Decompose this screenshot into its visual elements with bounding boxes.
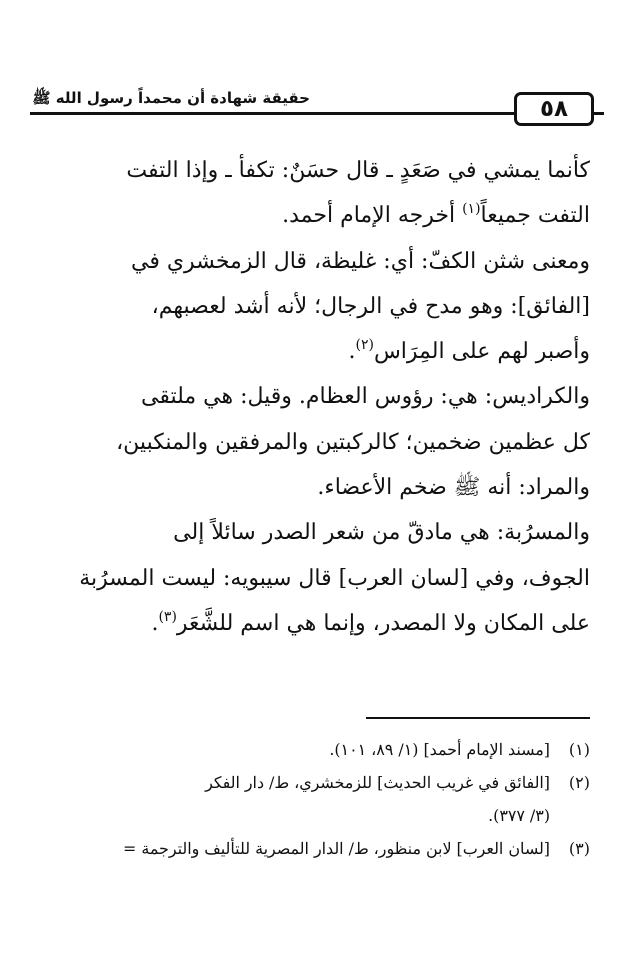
line-text: .	[151, 610, 159, 636]
line-text: الجوف، وفي [لسان العرب] قال سيبويه: ليست المسرُبة	[79, 565, 590, 591]
footnote-text: [مسند الإمام أحمد] (١/ ٨٩، ١٠١).	[329, 740, 550, 759]
footnotes	[34, 733, 590, 865]
text-line	[34, 374, 590, 419]
text-line	[34, 193, 590, 238]
footnote-marker[interactable]: (١)	[462, 201, 481, 218]
footnote-number: (١)	[568, 740, 590, 759]
footnote-text: [الفائق في غريب الحديث] للزمخشري، ط/ دار الفكر	[205, 773, 550, 792]
footnote	[34, 832, 590, 865]
line-text: [الفائق]: وهو مدح في الرجال؛ لأنه أشد لعصبهم،	[151, 293, 590, 319]
line-text: وأصبر لهم على المِرَاس	[373, 339, 590, 365]
footnote-text: [لسان العرب] لابن منظور، ط/ الدار المصرية للتأليف والترجمة =	[123, 839, 550, 858]
footnote-marker[interactable]: (٢)	[355, 337, 374, 354]
page-number: ٥٨	[514, 92, 594, 126]
footnote-text: (٣/ ٣٧٧).	[488, 806, 550, 825]
line-text: أخرجه الإمام أحمد.	[282, 203, 463, 229]
main-text	[34, 148, 590, 646]
text-line	[34, 329, 590, 374]
footnote-separator	[366, 717, 590, 719]
text-line	[34, 239, 590, 284]
text-line	[34, 284, 590, 329]
footnote-number: (٢)	[568, 773, 590, 792]
line-text: ومعنى شثن الكفّ: أي: غليظة، قال الزمخشري في	[130, 248, 590, 274]
footnote-body	[34, 733, 550, 766]
text-line	[34, 465, 590, 510]
line-text: والكراديس: هي: رؤوس العظام. وقيل: هي ملتقى	[140, 384, 590, 410]
page-header	[30, 88, 604, 128]
line-text: على المكان ولا المصدر، وإنما هي اسم للشَّعَر	[176, 610, 590, 636]
line-text: والمراد: أنه ﷺ ضخم الأعضاء.	[317, 475, 590, 501]
line-text: .	[348, 339, 356, 365]
text-line	[34, 556, 590, 601]
text-line	[34, 420, 590, 465]
footnote-number: (٣)	[568, 839, 590, 858]
footnote-body	[34, 832, 550, 865]
line-text: والمسرُبة: هي مادقّ من شعر الصدر سائلاً إلى	[173, 520, 590, 546]
footnote-marker[interactable]: (٣)	[158, 608, 177, 625]
footnote	[34, 733, 590, 766]
line-text: كل عظمين ضخمين؛ كالركبتين والمرفقين والمنكبين،	[116, 429, 590, 455]
text-line	[34, 148, 590, 193]
running-title: حقيقة شهادة أن محمداً رسول الله ﷺ	[32, 89, 310, 107]
text-line	[34, 601, 590, 646]
text-line	[34, 510, 590, 555]
footnote-body	[34, 766, 550, 832]
line-text: كأنما يمشي في صَعَدٍ ـ قال حسَنٌ: تكفأ ـ وإذا التفت	[126, 158, 590, 183]
footnote	[34, 766, 590, 832]
line-text: التفت جميعاً	[480, 203, 590, 229]
